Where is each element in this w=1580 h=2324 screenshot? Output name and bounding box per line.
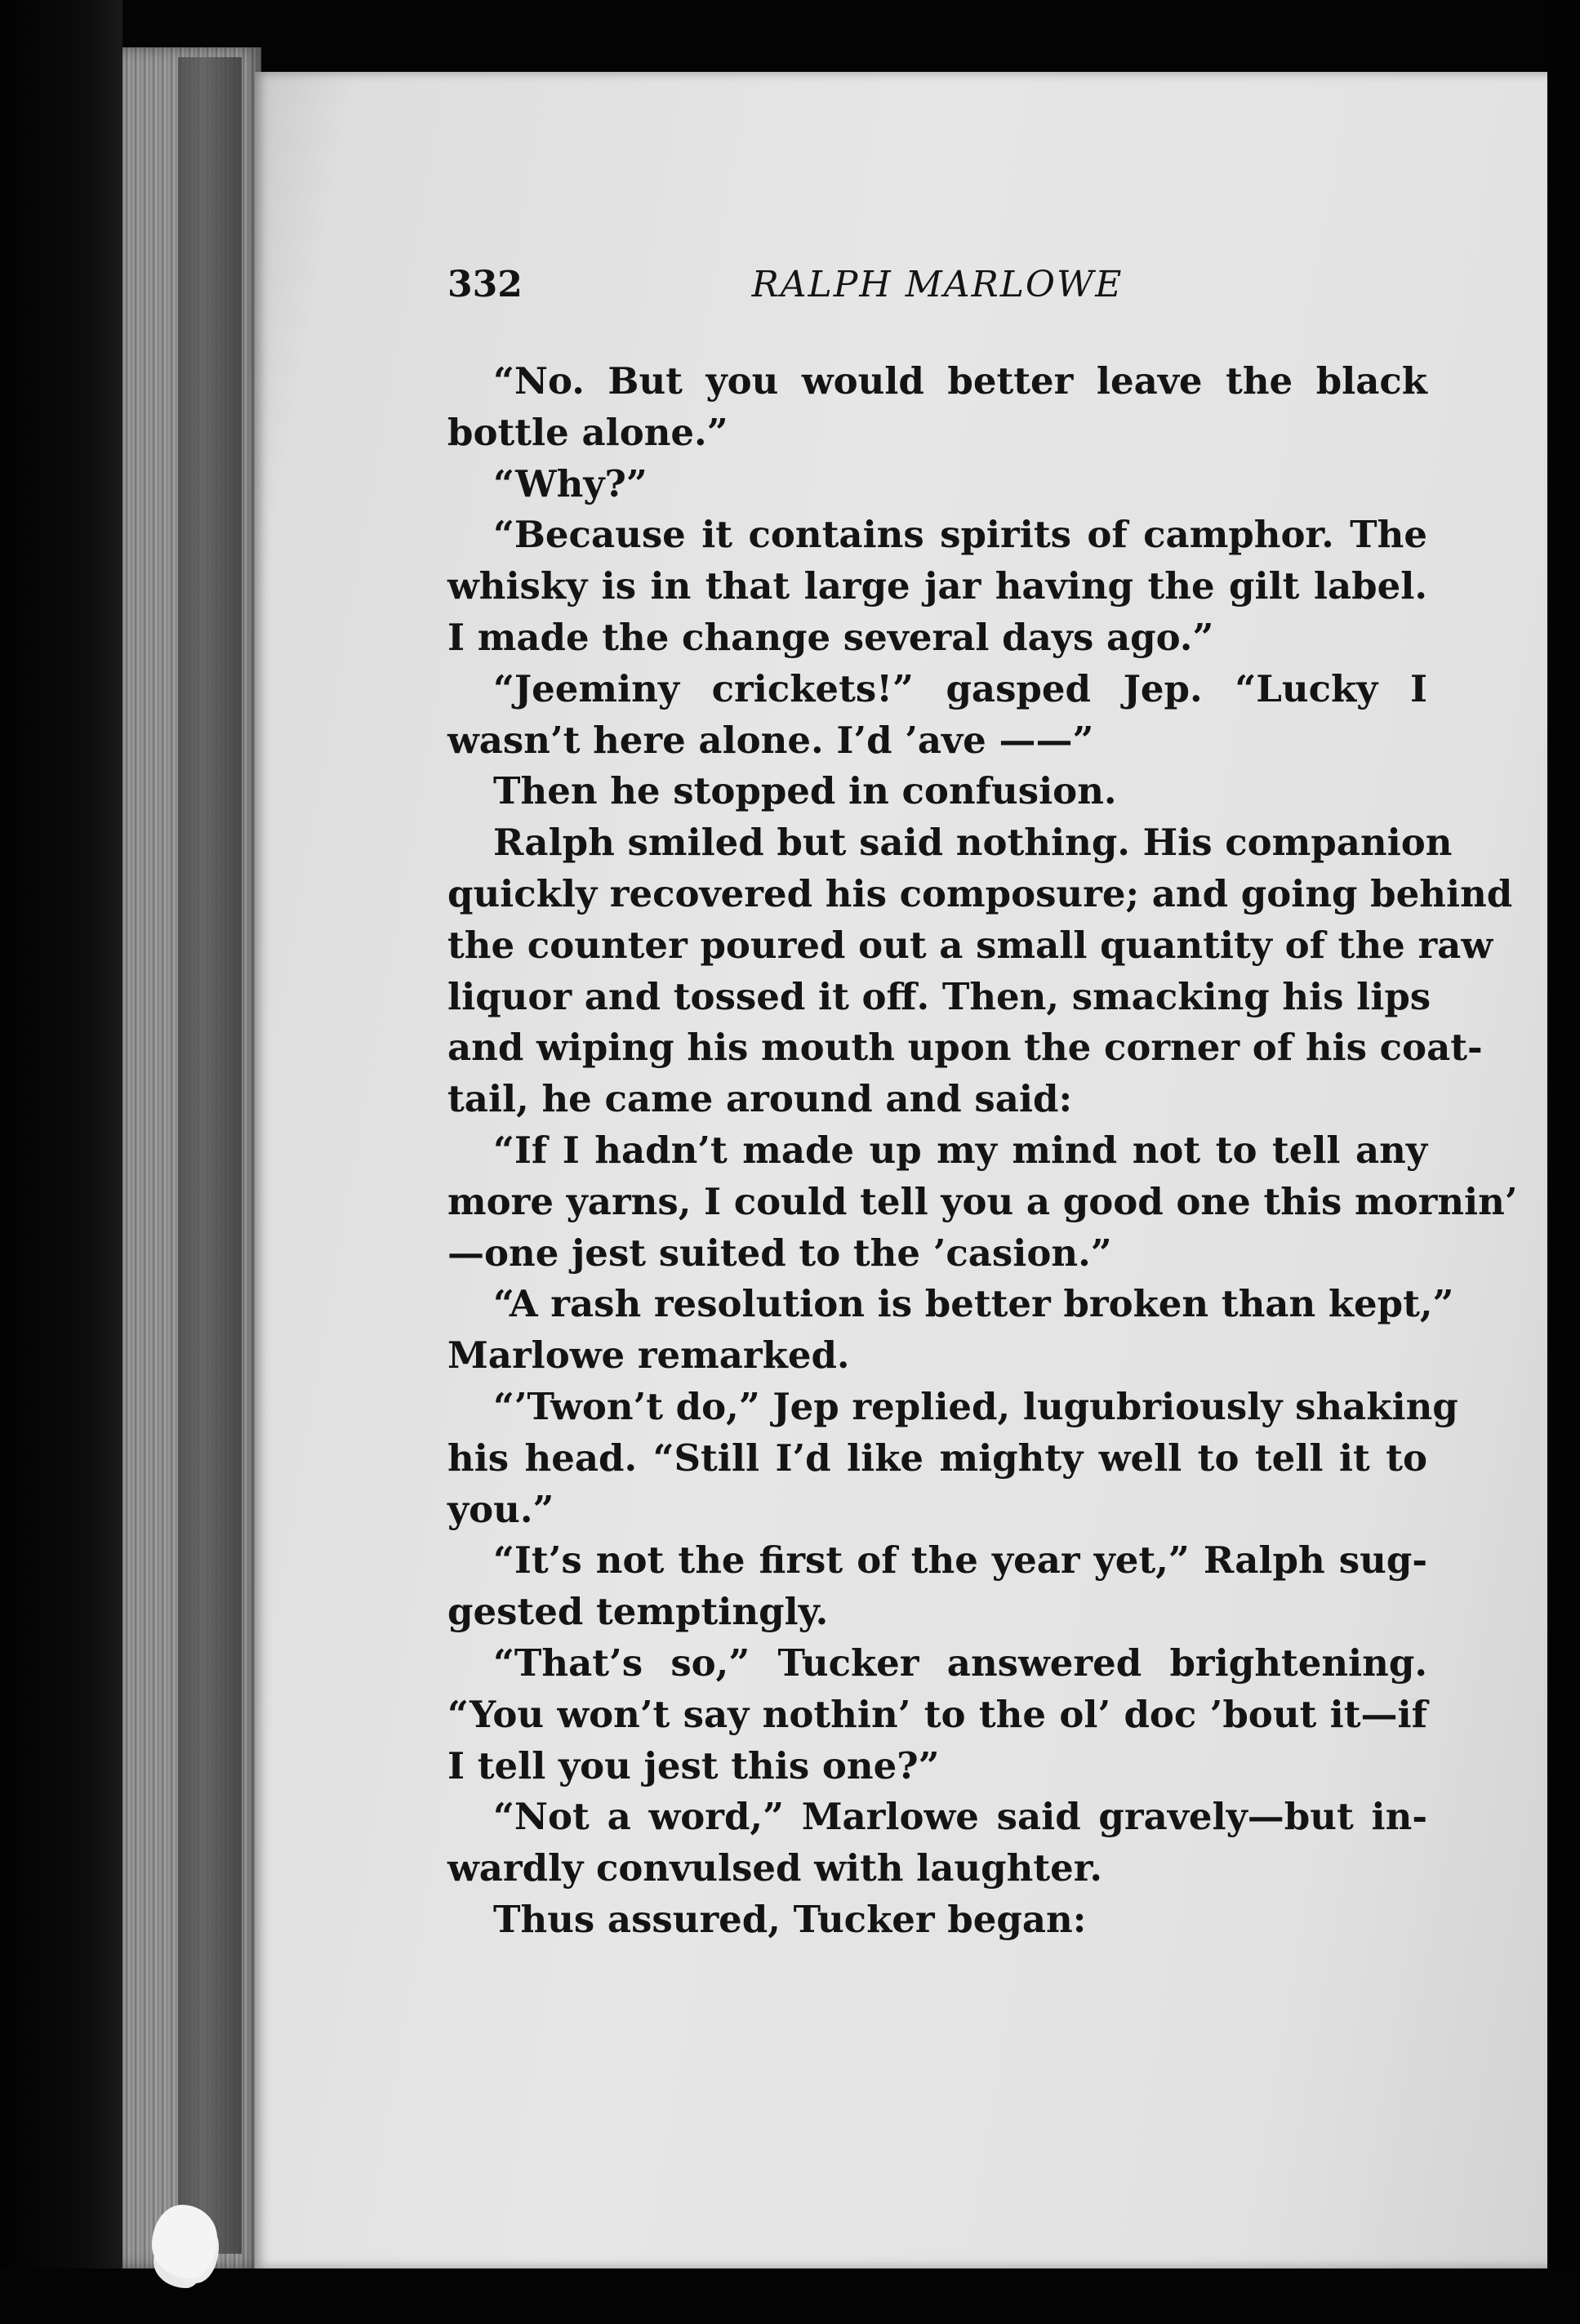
text-line: Marlowe remarked. xyxy=(447,1333,850,1378)
text-line: I tell you jest this one?” xyxy=(447,1743,940,1788)
text-line: “Jeeminy crickets!” gasped Jep. “Lucky I xyxy=(493,666,1427,710)
running-head xyxy=(447,260,1427,310)
text-line: “It’s not the first of the year yet,” Ralph sug- xyxy=(493,1538,1427,1583)
text-line: whisky is in that large jar having the gilt label. xyxy=(447,564,1427,608)
page-header-title: RALPH MARLOWE xyxy=(751,264,1124,305)
text-line: bottle alone.” xyxy=(447,410,728,454)
text-line: “A rash resolution is better broken than kept,” xyxy=(493,1282,1454,1326)
film-border-right xyxy=(1547,0,1580,2324)
text-line: “You won’t say nothin’ to the ol’ doc ’bout it—if xyxy=(447,1692,1427,1736)
text-line: “’Twon’t do,” Jep replied, lugubriously shaking xyxy=(493,1384,1458,1428)
text-line: wasn’t here alone. I’d ’ave ——” xyxy=(447,718,1094,762)
text-line: wardly convulsed with laughter. xyxy=(447,1846,1102,1890)
white-blot-mark xyxy=(152,2205,217,2278)
page-number: 332 xyxy=(447,264,523,305)
text-line: Ralph smiled but said nothing. His companion xyxy=(493,821,1453,865)
text-line: you.” xyxy=(447,1487,554,1531)
text-line: “No. But you would better leave the black xyxy=(493,359,1427,403)
text-line: liquor and tossed it off. Then, smacking his lips xyxy=(447,974,1431,1018)
body-text xyxy=(447,356,1518,1946)
text-line: “If I hadn’t made up my mind not to tell any xyxy=(493,1128,1427,1172)
text-line: “Because it contains spirits of camphor. The xyxy=(493,513,1427,557)
text-line: quickly recovered his composure; and going behind xyxy=(447,871,1513,915)
text-line: “Not a word,” Marlowe said gravely—but in- xyxy=(493,1795,1427,1839)
text-line: his head. “Still I’d like mighty well to tell it to xyxy=(447,1436,1427,1480)
text-line: tail, he came around and said: xyxy=(447,1077,1073,1121)
text-line: and wiping his mouth upon the corner of his coat- xyxy=(447,1026,1483,1070)
text-line: “That’s so,” Tucker answered brightening. xyxy=(493,1641,1427,1685)
text-line: gested temptingly. xyxy=(447,1590,829,1634)
page-text xyxy=(447,260,1518,1946)
text-line: more yarns, I could tell you a good one this mornin’ xyxy=(447,1179,1518,1223)
book-spine-shadow xyxy=(178,57,242,2254)
text-line: Thus assured, Tucker began: xyxy=(493,1897,1087,1941)
text-line: the counter poured out a small quantity of the raw xyxy=(447,923,1493,967)
text-line: —one jest suited to the ’casion.” xyxy=(447,1231,1112,1275)
text-line: “Why?” xyxy=(493,461,648,505)
film-border-left xyxy=(0,0,122,2324)
text-line: Then he stopped in confusion. xyxy=(493,769,1117,813)
text-line: I made the change several days ago.” xyxy=(447,615,1214,659)
film-border-bottom xyxy=(0,2268,1580,2324)
